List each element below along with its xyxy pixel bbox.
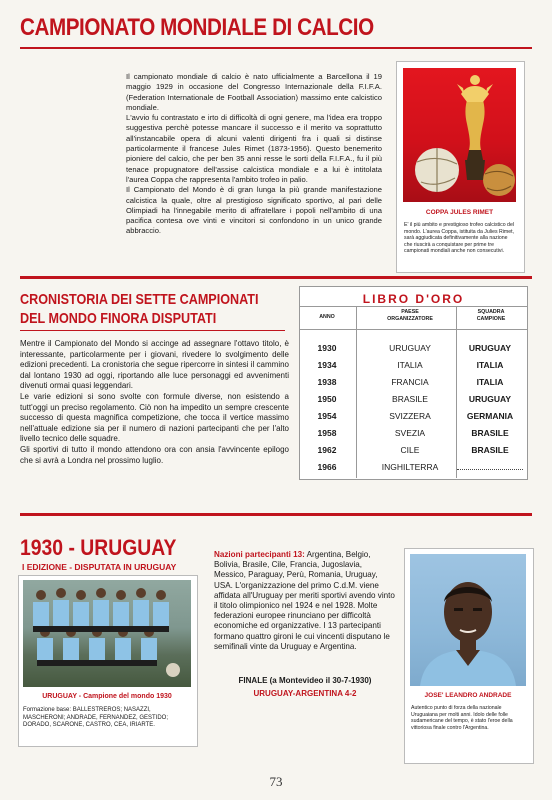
history-text <box>20 339 289 466</box>
history-paragraph: Mentre il Campionato del Mondo si accinge ad assegnare l'ottavo titolo, è interessante, particolarmente per i giovani, rivedere lo svolgimento delle edizioni precedenti. La cronistoria che segue ripercorre in sintesi il cammino dal lontano 1930 ad oggi, riportando alle luce personaggi ed avvenimenti divenuti ormai quasi leggendari. <box>20 339 289 391</box>
trophy-illustration <box>403 68 516 202</box>
section-divider <box>20 276 532 279</box>
intro-text <box>126 72 382 237</box>
team-caption-title: URUGUAY - Campione del mondo 1930 <box>42 693 172 700</box>
libro-d-oro-table <box>299 286 528 480</box>
row-champion: ITALIA <box>476 377 504 387</box>
participants-text: Argentina, Belgio, Bolivia, Brasile, Cile, Francia, Jugoslavia, Messico, Paraguay, Perù, Romania, Uruguay, USA. L'organizzazione del primo C.d.M. viene affidata all'Uruguay per meriti sportivi avendo vinto il titolo olimpionico nel 1924 e nel 1928. Molte federazioni europee rinunciano per difficoltà economiche ed organizzative. I 13 partecipanti formano quattro gironi le cui vincenti disputano le semifinali vinte da Uruguay e Argentina. <box>214 550 395 651</box>
table-rule <box>300 306 527 307</box>
header-year: ANNO <box>319 314 335 320</box>
header-country: PAESE ORGANIZZATORE <box>387 309 433 322</box>
intro-paragraph: Il Campionato del Mondo è di gran lunga la più grande manifestazione calcistica la quale, oltre al prestigioso significato sportivo, al pari delle Olimpiadi ha l'innegabile merito di affratellare i popoli nell'ambito di una pacifica contesa ove vinti e vincitori si confondono in un unico grande abbraccio. <box>126 185 382 236</box>
title-underline <box>20 47 532 49</box>
libro-d-oro-title: LIBRO D'ORO <box>362 292 465 306</box>
main-title: CAMPIONATO MONDIALE DI CALCIO <box>20 14 374 41</box>
row-country: ITALIA <box>397 360 423 370</box>
row-champion: BRASILE <box>471 445 509 455</box>
table-row <box>300 460 527 474</box>
history-title <box>20 290 258 328</box>
row-year: 1962 <box>317 445 337 455</box>
player-caption-text: Autentico punto di forza della nazionale Uruguaiana per molti anni. Idolo delle folle sudamericane del tempo, è stato l'eroe della vittoriosa finale contro l'Argentina. <box>411 705 513 731</box>
row-country: CILE <box>400 445 420 455</box>
row-champion: URUGUAY <box>468 394 512 404</box>
team-formation-text: Formazione base: BALLESTREROS; NASAZZI, MASCHERONI; ANDRADE, FERNANDEZ, GESTIDO; DORADO, SCARONE, CASTRO, CEA, IRIARTE. <box>23 707 169 729</box>
page-number: 73 <box>269 774 283 789</box>
history-title-line2: DEL MONDO FINORA DISPUTATI <box>20 310 217 327</box>
trophy-caption-text: E' il più ambito e prestigioso trofeo calcistico del mondo. L'aurea Coppa, istituita da Julies Rimet, sarà aggiudicata definitivamente alla nazione che riuscirà a conquistare per prime tre campionati mondiali anche non consecutivi. <box>404 222 514 255</box>
history-paragraph: Gli sportivi di tutto il mondo attendono ora con ansia l'avvincente epilogo che si avrà a Londra nel prossimo luglio. <box>20 444 289 465</box>
table-row <box>300 375 527 389</box>
row-country: FRANCIA <box>391 377 429 387</box>
history-title-underline <box>20 330 285 331</box>
header-champion: SQUADRA CAMPIONE <box>476 309 506 322</box>
row-year: 1934 <box>317 360 337 370</box>
table-row <box>300 443 527 457</box>
edition-body <box>214 550 396 652</box>
history-paragraph: Le varie edizioni si sono svolte con formule diverse, non esistendo a tutt'oggi un preciso regolamento. Ciò non ha impedito un sempre crescente successo di questa magnifica competizione, che tocca il vertice massimo nell'attuale edizione sia per il numero di nazioni partecipanti che per l'alto livello tecnico delle squadre. <box>20 391 289 444</box>
row-country: SVIZZERA <box>389 411 431 421</box>
section-divider <box>20 513 532 516</box>
row-country: BRASILE <box>392 394 428 404</box>
row-year: 1950 <box>317 394 337 404</box>
edition-title: 1930 - URUGUAY <box>20 535 177 560</box>
intro-paragraph: L'avvio fu contrastato e irto di difficoltà di ogni genere, ma l'idea era troppo suggestiva perchè potesse mancare il successo e il merito va soprattutto all'instancabile opera di alcuni valenti dirigenti fra i quali si distinse particolarmente il francese Jules Rimet (1873-1956). Questo benemerito pioniere del calcio, che per ben 35 anni resse le sorti della F.I.F.A., fu il più tenace propugnatore dell'assise calcistica mondiale e a lui è intitolata l'aurea Coppa che rappresenta l'ambito trofeo in palio. <box>126 113 382 184</box>
row-champion-blank <box>457 469 523 470</box>
row-year: 1966 <box>317 462 337 472</box>
row-champion: ITALIA <box>476 360 504 370</box>
table-row <box>300 426 527 440</box>
row-year: 1958 <box>317 428 337 438</box>
row-country: INGHILTERRA <box>381 462 439 472</box>
edition-subtitle: I EDIZIONE - DISPUTATA IN URUGUAY <box>22 562 177 572</box>
jules-rimet-trophy-image <box>403 68 516 202</box>
table-row <box>300 358 527 372</box>
player-illustration <box>410 554 526 686</box>
table-row <box>300 409 527 423</box>
andrade-portrait <box>410 554 526 686</box>
row-year: 1930 <box>317 343 337 353</box>
row-country: SVEZIA <box>394 428 426 438</box>
history-title-line1: CRONISTORIA DEI SETTE CAMPIONATI <box>20 291 259 308</box>
trophy-caption-title: COPPA JULES RIMET <box>425 209 494 216</box>
final-label: FINALE (a Montevideo il 30-7-1930) <box>238 676 372 685</box>
row-country: URUGUAY <box>389 343 431 353</box>
row-champion: BRASILE <box>471 428 509 438</box>
intro-paragraph: Il campionato mondiale di calcio è nato ufficialmente a Barcellona il 19 maggio 1929 in occasione del Congresso Internazionale della F.I.F.A. (Federation Internationale de Football Association) massimo ente calcistico mondiale. <box>126 72 382 112</box>
row-year: 1954 <box>317 411 337 421</box>
uruguay-team-photo <box>23 580 191 687</box>
final-score: URUGUAY-ARGENTINA 4-2 <box>253 689 357 698</box>
team-illustration <box>23 580 191 687</box>
player-caption-title: JOSE' LEANDRO ANDRADE <box>424 692 512 699</box>
row-year: 1938 <box>317 377 337 387</box>
participants-lead: Nazioni partecipanti 13: <box>214 550 305 559</box>
row-champion: GERMANIA <box>466 411 514 421</box>
row-champion: URUGUAY <box>468 343 512 353</box>
table-rule <box>300 329 527 330</box>
table-row <box>300 341 527 355</box>
table-row <box>300 392 527 406</box>
